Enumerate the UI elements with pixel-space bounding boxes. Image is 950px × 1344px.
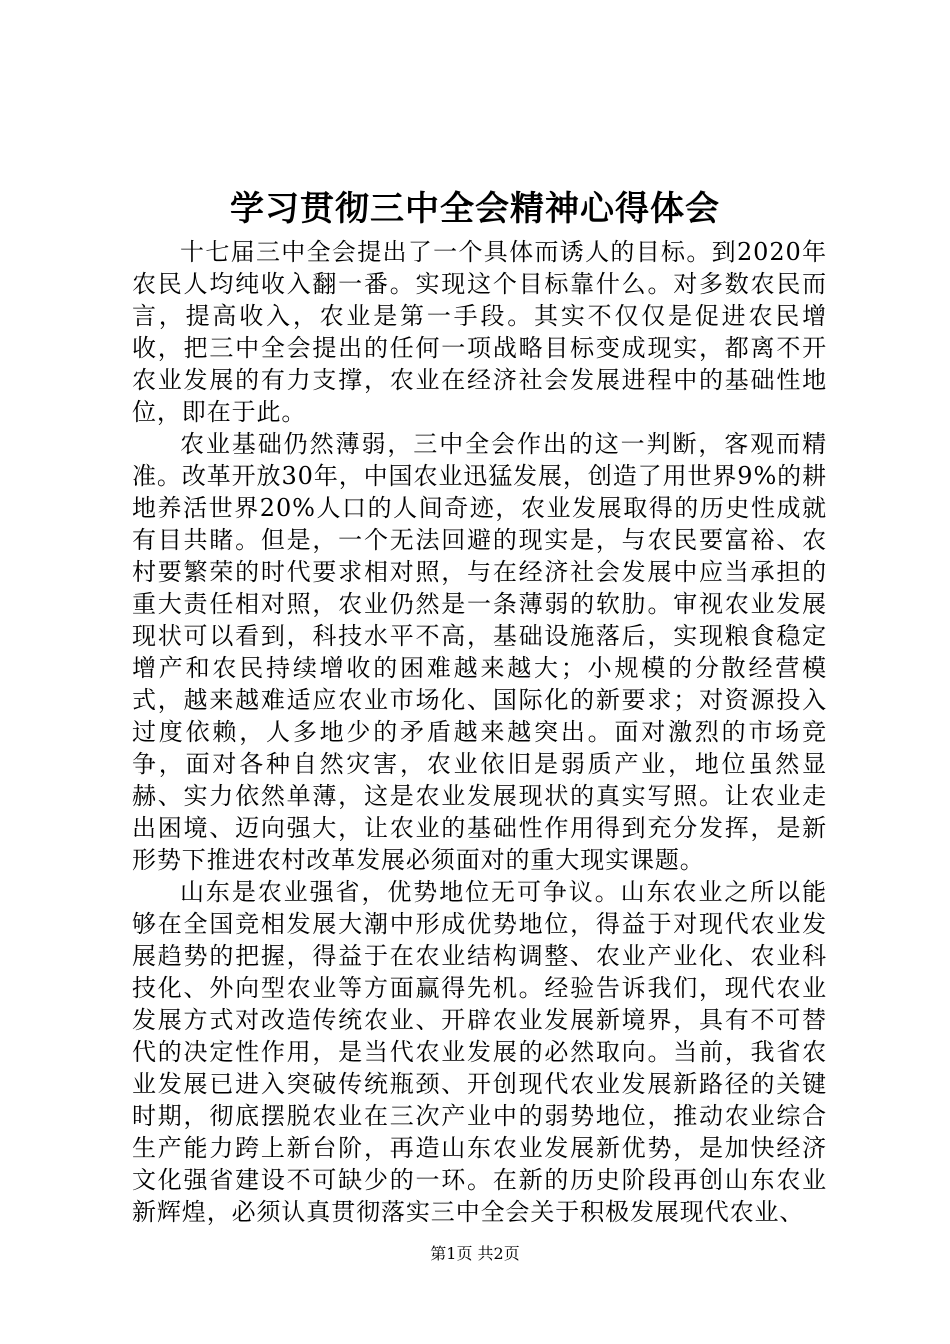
- paragraph-1: 十七届三中全会提出了一个具体而诱人的目标。到2020年农民人均纯收入翻一番。实现这个目标靠什么。对多数农民而言，提高收入，农业是第一手段。其实不仅仅是促进农民增收，把三中全会提出的任何一项战略目标变成现实，都离不开农业发展的有力支撑，农业在经济社会发展进程中的基础性地位，即在于此。: [132, 238, 827, 426]
- paragraph-3: 山东是农业强省，优势地位无可争议。山东农业之所以能够在全国竞相发展大潮中形成优势地位，得益于对现代农业发展趋势的把握，得益于在农业结构调整、农业产业化、农业科技化、外向型农业等方面赢得先机。经验告诉我们，现代农业发展方式对改造传统农业、开辟农业发展新境界，具有不可替代的决定性作用，是当代农业发展的必然取向。当前，我省农业发展已进入突破传统瓶颈、开创现代农业发展新路径的关键时期，彻底摆脱农业在三次产业中的弱势地位，推动农业综合生产能力跨上新台阶，再造山东农业发展新优势，是加快经济文化强省建设不可缺少的一环。在新的历史阶段再创山东农业新辉煌，必须认真贯彻落实三中全会关于积极发展现代农业、: [132, 878, 827, 1226]
- document-title: 学习贯彻三中全会精神心得体会: [230, 189, 720, 229]
- page-footer: 第1页 共2页: [430, 1244, 520, 1263]
- document-body: [132, 236, 827, 1228]
- paragraph-2: 农业基础仍然薄弱，三中全会作出的这一判断，客观而精准。改革开放30年，中国农业迅猛发展，创造了用世界9%的耕地养活世界20%人口的人间奇迹，农业发展取得的历史性成就有目共睹。但是，一个无法回避的现实是，与农民要富裕、农村要繁荣的时代要求相对照，与在经济社会发展中应当承担的重大责任相对照，农业仍然是一条薄弱的软肋。审视农业发展现状可以看到，科技水平不高，基础设施落后，实现粮食稳定增产和农民持续增收的困难越来越大；小规模的分散经营模式，越来越难适应农业市场化、国际化的新要求；对资源投入过度依赖，人多地少的矛盾越来越突出。面对激烈的市场竞争，面对各种自然灾害，农业依旧是弱质产业，地位虽然显赫、实力依然单薄，这是农业发展现状的真实写照。让农业走出困境、迈向强大，让农业的基础性作用得到充分发挥，是新形势下推进农村改革发展必须面对的重大现实课题。: [132, 430, 827, 874]
